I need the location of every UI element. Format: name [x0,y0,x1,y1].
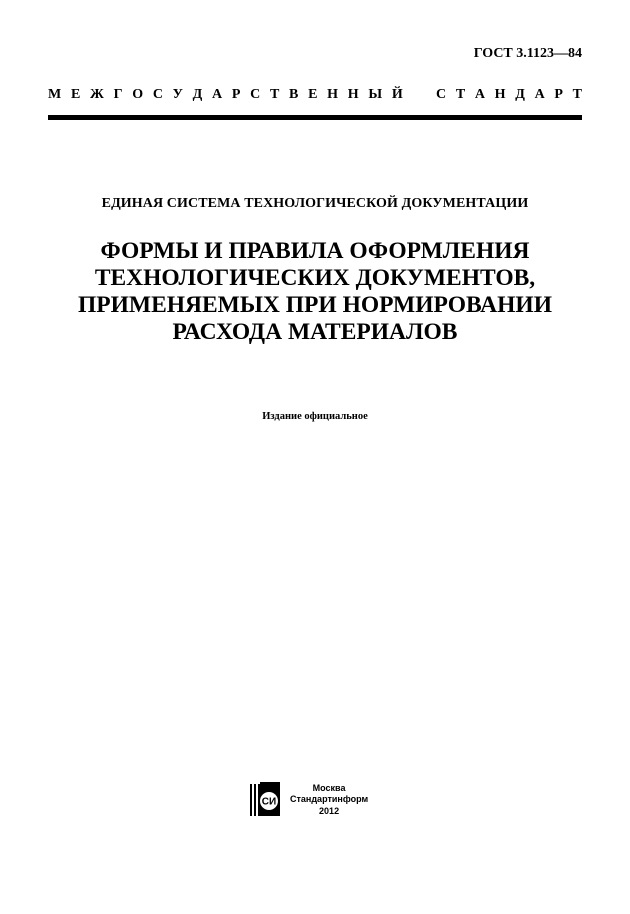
letter: Е [308,87,318,102]
publisher-text [290,783,368,818]
letter: Р [554,87,563,102]
edition-note: Издание официальное [262,411,368,422]
document-title-line: ФОРМЫ И ПРАВИЛА ОФОРМЛЕНИЯ [100,238,530,264]
letter: А [474,87,485,102]
letter: В [289,87,299,102]
letter: С [436,87,447,102]
document-code: ГОСТ 3.1123—84 [473,46,582,61]
publisher-name: Стандартинформ [290,794,369,805]
letter: М [48,87,62,102]
header-divider [48,115,582,120]
letter: Ж [90,87,104,102]
letter: Г [113,87,123,102]
publication-year: 2012 [319,805,340,816]
letter: Й [391,87,403,102]
system-title: ЕДИНАЯ СИСТЕМА ТЕХНОЛОГИЧЕСКОЙ ДОКУМЕНТАЦИИ [101,196,529,211]
document-title [0,238,630,346]
letter: Н [327,87,339,102]
letter: Т [455,87,466,102]
letter: С [250,87,261,102]
document-title-line: РАСХОДА МАТЕРИАЛОВ [172,319,458,345]
letter: Р [231,87,241,102]
document-title-line: ПРИМЕНЯЕМЫХ ПРИ НОРМИРОВАНИИ [77,292,552,318]
letter: А [534,87,545,102]
publisher-block [244,780,368,820]
standard-type-word-standard [436,87,582,103]
letter: У [172,87,183,102]
letter: О [132,87,144,102]
standard-type-word-interstate [48,87,403,103]
letter: Н [347,87,359,102]
standard-type-heading [48,87,582,103]
letter: Е [70,87,81,102]
letter: С [152,87,163,102]
logo-text: СИ [261,796,277,808]
letter: Д [515,87,525,102]
publisher-city: Москва [312,782,346,793]
letter: Д [192,87,203,102]
standartinform-logo-icon [244,780,284,820]
letter: Т [572,87,582,102]
document-title-line: ТЕХНОЛОГИЧЕСКИХ ДОКУМЕНТОВ, [94,265,536,291]
letter: А [212,87,223,102]
letter: Н [494,87,506,102]
letter: Т [269,87,280,102]
letter: Ы [368,87,383,102]
